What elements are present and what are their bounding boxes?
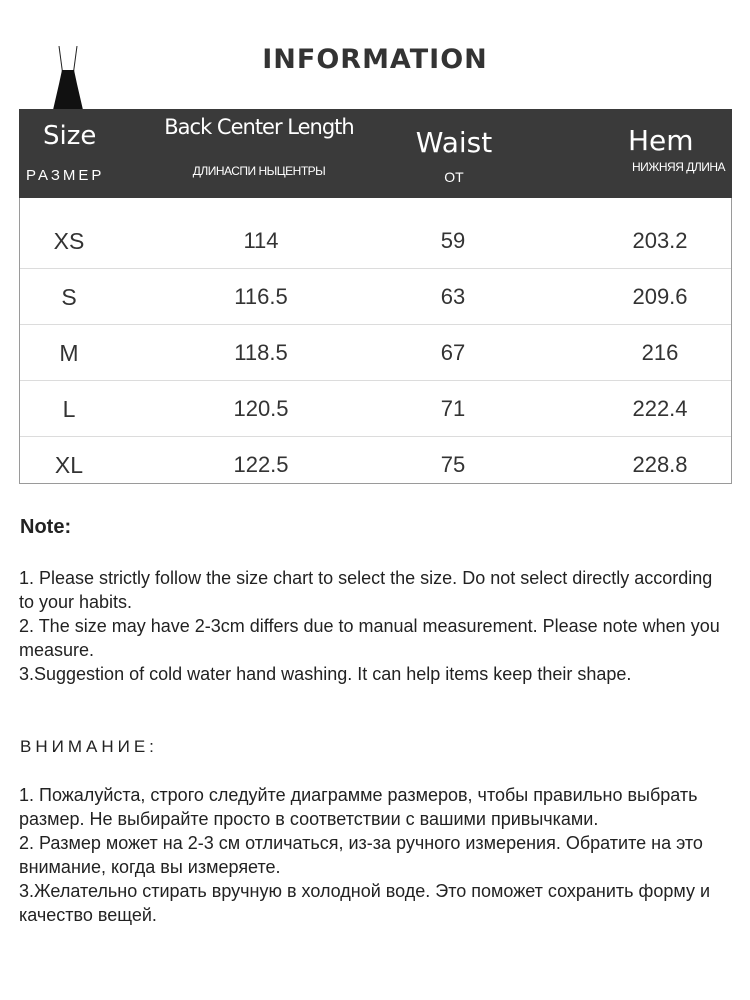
cell-hem: 216 [641,340,679,365]
note-ru-item: 1. Пожалуйста, строго следуйте диаграмме размеров, чтобы правильно выбрать размер. Не выбирайте просто в соответствии с вашими привычками. [19,785,698,829]
cell-back-center-length: 120.5 [233,396,289,421]
cell-size: XS [53,228,85,254]
note-item: 2. The size may have 2-3cm differs due to manual measurement. Please note when you measure. [19,616,720,660]
cell-hem: 222.4 [632,396,688,421]
header-waist-sublabel: ОТ [444,169,464,185]
table-row-s [20,269,731,325]
header-hem [579,109,729,198]
cell-waist: 67 [440,340,466,365]
note-item: 1. Please strictly follow the size chart to select the size. Do not select directly according to your habits. [19,568,713,612]
cell-waist: 59 [440,228,466,253]
header-back-center-length-label: Back Center Length [164,115,354,139]
table-row-m [20,325,731,381]
note-list [19,566,731,686]
header-waist [379,109,529,198]
cell-size: L [62,396,76,422]
cell-hem: 203.2 [632,228,688,253]
size-table [19,109,732,484]
header-hem-sublabel: НИЖНЯЯ ДЛИНА [632,160,725,174]
note-ru-title: ВНИМАНИЕ: [20,737,158,756]
note-ru-list [19,783,731,927]
header-size-sublabel: РАЗМЕР [26,167,105,184]
note-title: Note: [20,516,72,538]
header-size [19,109,139,198]
cell-back-center-length: 118.5 [234,340,288,365]
page-title: INFORMATION [262,44,488,75]
table-row-l [20,381,731,437]
header-size-label: Size [43,121,97,151]
cell-hem: 209.6 [632,284,688,309]
table-row-xs [20,213,731,269]
cell-waist: 63 [440,284,466,309]
header-hem-label: Hem [628,124,694,157]
note-item: 3.Suggestion of cold water hand washing. It can help items keep their shape. [19,664,632,684]
table-row-xl [20,437,731,493]
cell-back-center-length: 116.5 [234,284,288,309]
cell-size: M [59,340,79,366]
note-ru-item: 3.Желательно стирать вручную в холодной воде. Это поможет сохранить форму и качество вещей. [19,881,711,925]
cell-size: XL [54,452,84,478]
cell-hem: 228.8 [632,452,688,477]
note-ru-item: 2. Размер может на 2-3 см отличаться, из-за ручного измерения. Обратите на это внимание, когда вы измеряете. [19,833,703,877]
header-back-center-length [159,109,359,198]
cell-size: S [61,284,77,310]
table-body [20,213,731,493]
cell-back-center-length: 114 [243,228,279,253]
cell-waist: 71 [440,396,466,421]
header-back-center-length-sublabel: ДЛИНАСПИ НЫЦЕНТРЫ [192,164,326,178]
header-waist-label: Waist [415,126,493,159]
table-header [19,109,732,198]
cell-back-center-length: 122.5 [233,452,289,477]
cell-waist: 75 [440,452,466,477]
